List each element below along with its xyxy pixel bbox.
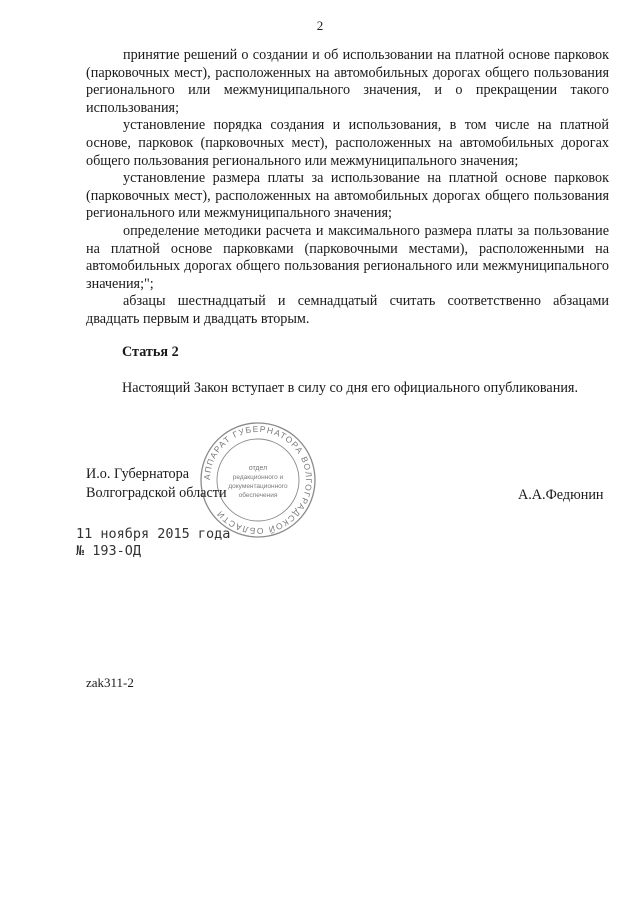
stamp-seal-icon — [198, 420, 318, 540]
stamp-inner-line-4: обеспечения — [238, 492, 278, 499]
paragraph-1: принятие решений о создании и об использовании на платной основе парковок (парковочных мест), расположенных на автомобильных дорогах общего пользования регионального или межмуниципального значения, и о прекращении такого использования; — [86, 47, 609, 116]
document-body — [86, 47, 609, 329]
registration-date: 11 ноября 2015 года — [76, 526, 231, 542]
official-stamp — [198, 420, 318, 540]
paragraph-3: установление размера платы за использование на платной основе парковок (парковочных мест), расположенных на автомобильных дорогах общего пользования регионального или межмуниципального значения; — [86, 170, 609, 222]
article-text: Настоящий Закон вступает в силу со дня его официального опубликования. — [122, 380, 578, 396]
stamp-inner-line-3: документационного — [228, 483, 288, 490]
signatory-name: А.А.Федюнин — [518, 487, 604, 503]
signatory-title-line-2: Волгоградской области — [86, 485, 227, 501]
stamp-inner-line-2: редакционного и — [232, 474, 284, 481]
article-heading: Статья 2 — [122, 344, 179, 360]
paragraph-4: определение методики расчета и максимального размера платы за пользование на платной основе парковками (парковочными местами), расположенными на автомобильных дорогах общего пользования регионального или межмуниципального значения;"; — [86, 222, 609, 292]
document-code: zak311-2 — [86, 675, 134, 690]
stamp-outer-text: АППАРАТ ГУБЕРНАТОРА ВОЛГОГРАДСКОЙ ОБЛАСТИ — [201, 423, 315, 537]
stamp-inner-line-1: отдел — [248, 465, 268, 472]
signatory-title-line-1: И.о. Губернатора — [86, 466, 189, 482]
paragraph-5: абзацы шестнадцатый и семнадцатый считать соответственно абзацами двадцать первым и двадцать вторым. — [86, 293, 609, 327]
page-number: 2 — [316, 18, 324, 33]
paragraph-2: установление порядка создания и использования, в том числе на платной основе, парковок (парковочных мест), расположенных на автомобильных дорогах общего пользования регионального или межмуниципального значения; — [86, 117, 609, 169]
registration-number: № 193-ОД — [76, 543, 142, 559]
